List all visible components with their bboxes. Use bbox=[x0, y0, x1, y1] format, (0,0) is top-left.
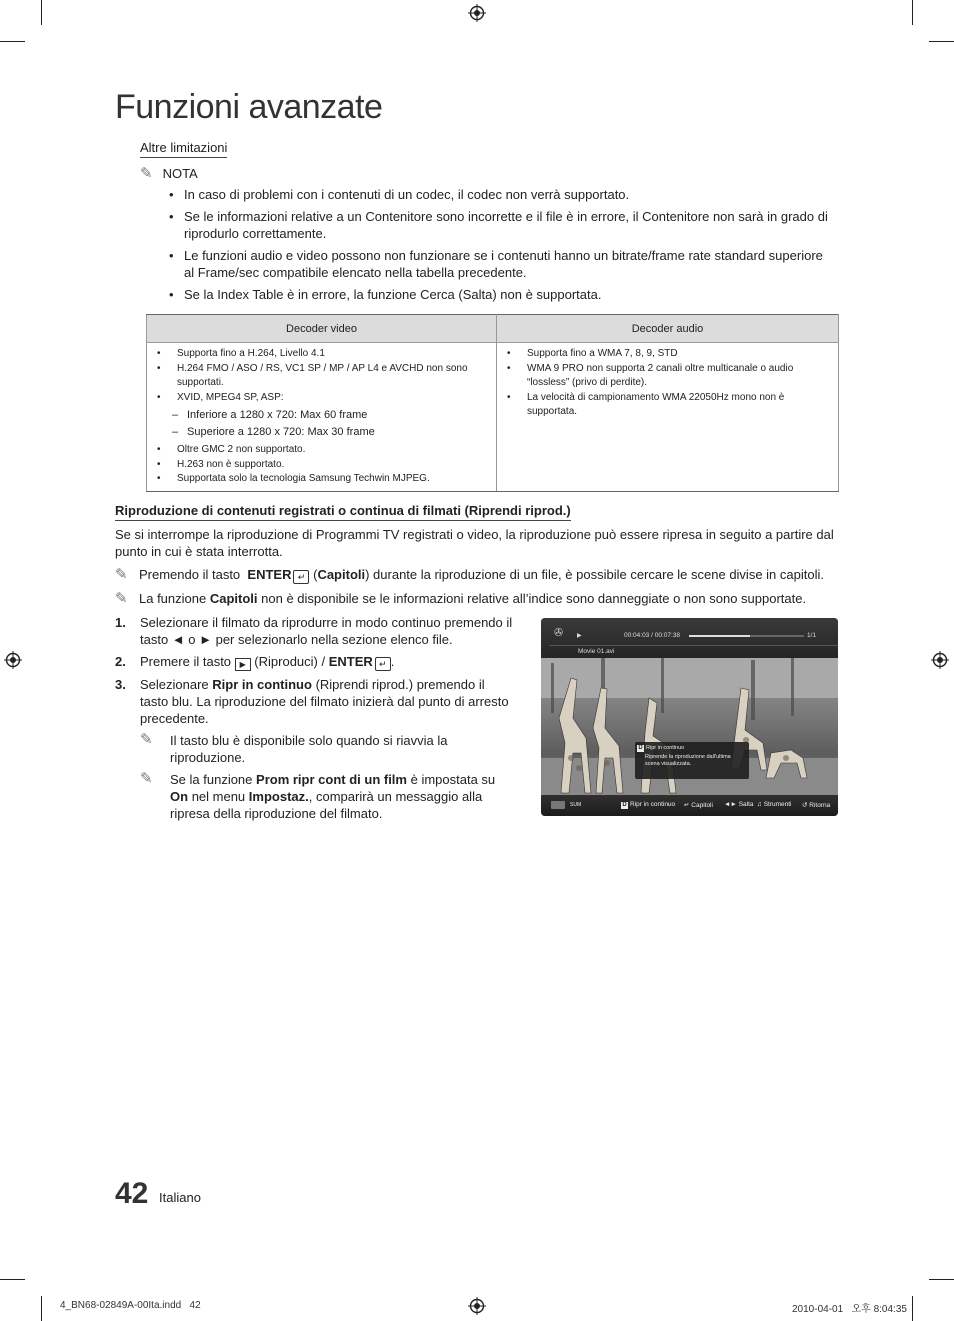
device-label: SUM bbox=[570, 802, 582, 808]
play-status-icon: ▶ bbox=[577, 633, 582, 639]
list-item: • H.263 non è supportato. bbox=[157, 458, 488, 473]
nota-label: NOTA bbox=[162, 166, 198, 181]
registration-mark-icon bbox=[4, 651, 22, 669]
pencil-icon: ✎ bbox=[140, 165, 153, 182]
enter-key-icon: ↵ bbox=[684, 802, 690, 809]
file-name: Movie 01.avi bbox=[578, 648, 615, 655]
pencil-icon: ✎ bbox=[140, 770, 153, 787]
player-bottom-bar bbox=[541, 795, 838, 816]
list-item: • Oltre GMC 2 non supportato. bbox=[157, 443, 488, 458]
list-item-label: XVID, MPEG4 SP, ASP: bbox=[177, 391, 284, 403]
hint-chapters[interactable]: ↵ Capitoli bbox=[684, 802, 713, 809]
play-key-icon: ▶ bbox=[235, 658, 251, 671]
step-item: 3. Selezionare Ripr in continuo (Riprendi riprod.) premendo il tasto blu. La riproduzione del filmato inizierà dal punto di arresto precedente. ✎ Il tasto blu è disponibile solo quando si riavvia la riproduzione. ✎ Se la funzione Prom ripr cont di un film è impostata su On nel menu Impostaz., comparirà un messaggio alla ripresa della riproduzione del filmato. bbox=[115, 676, 515, 822]
list-item: – Inferiore a 1280 x 720: Max 60 frame bbox=[172, 407, 488, 424]
list-item: • Supporta fino a H.264, Livello 4.1 bbox=[157, 347, 488, 362]
pencil-icon: ✎ bbox=[140, 731, 153, 748]
hint-tools[interactable]: ♫ Strumenti bbox=[757, 801, 792, 808]
registration-mark-icon bbox=[468, 4, 486, 22]
resume-note-enter: ✎ Premendo il tasto ENTER ↵ (Capitoli) durante la riproduzione di un file, è possibile cercare le scene divise in capitoli. bbox=[115, 566, 824, 583]
enter-key-icon: ↵ bbox=[375, 657, 391, 671]
list-item: • Le funzioni audio e video possono non funzionare se i contenuti hanno un bitrate/frame rate standard superiore al Frame/sec compatibile elencato nella tabella precedente. bbox=[167, 247, 835, 281]
film-reel-icon: ✇ bbox=[554, 627, 564, 639]
decoder-table bbox=[146, 314, 839, 492]
resume-intro: Se si interrompe la riproduzione di Programmi TV registrati o video, la riproduzione può essere ripresa in seguito a partire dal punto in cui è stata interrotta. bbox=[115, 527, 834, 559]
hint-skip[interactable]: ◄► Salta bbox=[724, 801, 754, 808]
tools-icon: ♫ bbox=[757, 801, 762, 808]
list-item bbox=[157, 391, 488, 442]
crop-mark bbox=[912, 1296, 913, 1321]
list-item: – Superiore a 1280 x 720: Max 30 frame bbox=[172, 424, 488, 441]
resume-popup: D Ripr in continuo Riprende la riproduzione dall'ultima scena visualizzata. bbox=[635, 742, 749, 779]
hint-return[interactable]: ↺ Ritorna bbox=[802, 802, 831, 809]
pencil-icon: ✎ bbox=[115, 590, 128, 607]
page-indicator: 1/1 bbox=[807, 632, 817, 639]
list-item: • H.264 FMO / ASO / RS, VC1 SP / MP / AP L4 e AVCHD non sono supportati. bbox=[157, 362, 488, 391]
progress-fill bbox=[689, 635, 750, 637]
list-item: • Supporta fino a WMA 7, 8, 9, STD bbox=[507, 347, 830, 362]
crop-mark bbox=[41, 0, 42, 25]
limits-bullet-list bbox=[167, 186, 835, 308]
list-item: • Se le informazioni relative a un Contenitore sono incorrette e il file è in errore, il Contenitore non sarà in grado di riprodurlo correttamente. bbox=[167, 208, 835, 242]
return-icon: ↺ bbox=[802, 802, 808, 809]
left-right-arrows-icon: ◄► bbox=[724, 801, 737, 808]
crop-mark bbox=[0, 1279, 25, 1280]
list-item: • La velocità di campionamento WMA 22050Hz mono non è supportata. bbox=[507, 391, 830, 420]
steps-list bbox=[115, 614, 515, 827]
crop-mark bbox=[912, 0, 913, 25]
time-readout: 00:04:03 / 00:07:38 bbox=[624, 632, 681, 639]
limits-heading: Altre limitazioni bbox=[140, 140, 227, 158]
video-decoder-header: Decoder video bbox=[147, 315, 497, 343]
page-language: Italiano bbox=[159, 1190, 201, 1205]
registration-mark-icon bbox=[468, 1297, 486, 1315]
progress-track[interactable] bbox=[689, 635, 804, 637]
list-item: • WMA 9 PRO non supporta 2 canali oltre multicanale o audio “lossless” (privo di perdite). bbox=[507, 362, 830, 391]
resume-note-capitoli: ✎ La funzione Capitoli non è disponibile se le informazioni relative all’indice sono danneggiate o non sono supportate. bbox=[115, 590, 807, 607]
blue-d-button-icon: D bbox=[638, 745, 643, 751]
step-item: 1. Selezionare il filmato da riprodurre in modo continuo premendo il tasto ◄ o ► per selezionarlo nella sezione elenco file. bbox=[115, 615, 513, 647]
footer-date-info: 2010-04-01 오후 8:04:35 bbox=[792, 1304, 907, 1315]
hint-resume[interactable]: D Ripr in continuo bbox=[622, 801, 676, 808]
list-item: • Supportata solo la tecnologia Samsung Techwin MJPEG. bbox=[157, 472, 488, 487]
list-item: • Se la Index Table è in errore, la funzione Cerca (Salta) non è supportata. bbox=[167, 286, 835, 303]
footer-file-info: 4_BN68-02849A-00Ita.indd 42 bbox=[60, 1300, 201, 1311]
page-number: 42 bbox=[115, 1177, 149, 1210]
page-title: Funzioni avanzate bbox=[115, 88, 383, 126]
tv-screenshot bbox=[541, 618, 838, 816]
audio-decoder-cell bbox=[497, 343, 839, 492]
crop-mark bbox=[929, 41, 954, 42]
step-note: ✎ Se la funzione Prom ripr cont di un film è impostata su On nel menu Impostaz., comparirà un messaggio alla ripresa della riproduzione del filmato. bbox=[140, 770, 496, 821]
step-item: 2. Premere il tasto ▶ (Riproduci) / ENTER ↵ . bbox=[115, 654, 395, 669]
crop-mark bbox=[41, 1296, 42, 1321]
device-icon bbox=[551, 801, 565, 809]
nota-row bbox=[140, 166, 198, 181]
list-item: • In caso di problemi con i contenuti di un codec, il codec non verrà supportato. bbox=[167, 186, 835, 203]
blue-d-button-icon: D bbox=[622, 802, 627, 808]
crop-mark bbox=[929, 1279, 954, 1280]
audio-decoder-header: Decoder audio bbox=[497, 315, 839, 343]
video-decoder-cell bbox=[147, 343, 497, 492]
step-note: ✎ Il tasto blu è disponibile solo quando si riavvia la riproduzione. bbox=[140, 731, 448, 765]
pencil-icon: ✎ bbox=[115, 566, 128, 583]
crop-mark bbox=[0, 41, 25, 42]
resume-section-heading: Riproduzione di contenuti registrati o continua di filmati (Riprendi riprod.) bbox=[115, 503, 571, 521]
enter-key-icon: ↵ bbox=[293, 570, 309, 584]
registration-mark-icon bbox=[931, 651, 949, 669]
player-top-bar bbox=[541, 618, 838, 658]
